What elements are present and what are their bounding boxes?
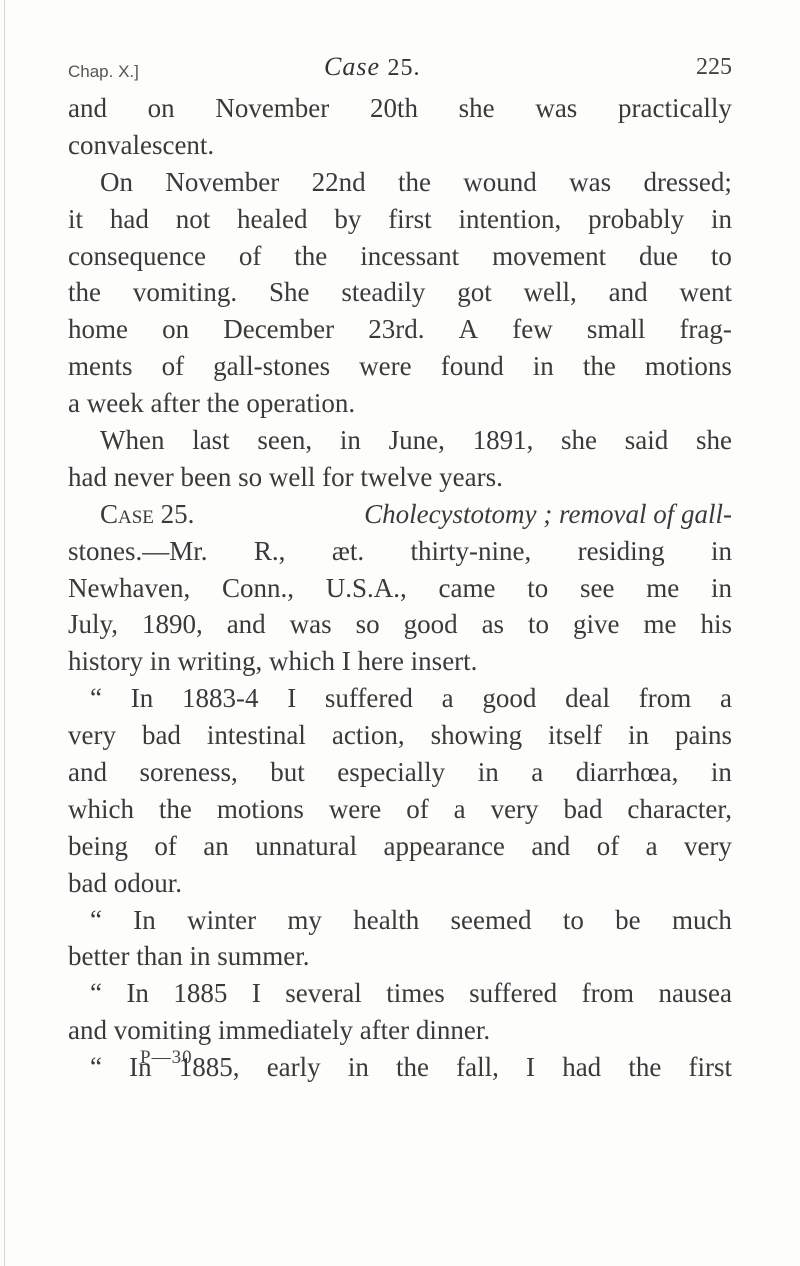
text-line-20: which the motions were of a very bad character, [68,793,732,824]
chapter-reference: Chap. X.] [68,62,139,81]
text-line-17: “ In 1883-4 I suffered a good deal from a [90,683,732,714]
text-line-3: On November 22nd the wound was dressed; [100,166,732,197]
text-line-26: and vomiting immediately after dinner. [68,1015,491,1046]
text-line-8: ments of gall-stones were found in the motions [68,351,732,382]
body-text [68,90,732,1086]
text-line-5: consequence of the incessant movement due to [68,240,732,271]
case-label: Case 25. [100,498,195,529]
text-line-9: a week after the operation. [68,388,356,419]
text-line-18: very bad intestinal action, showing itself in pains [68,720,732,751]
text-line-21: being of an unnatural appearance and of a very [68,830,732,861]
text-line-19: and soreness, but especially in a diarrhœa, in [68,757,732,788]
case-header-word: Case [324,52,380,81]
signature-mark: P—30 [140,1047,193,1068]
text-line-7: home on December 23rd. A few small frag- [68,314,732,345]
text-line-16: history in writing, which I here insert. [68,646,478,677]
text-line-15: July, 1890, and was so good as to give me his [68,609,732,640]
text-line-25: “ In 1885 I several times suffered from nausea [90,978,732,1009]
case-title: Cholecystotomy ; removal of gall- [364,498,732,529]
text-line-23: “ In winter my health seemed to be much [90,904,732,935]
page-edge [4,0,5,1266]
page-number: 225 [696,54,732,80]
text-line-27: “ In 1885, early in the fall, I had the first [90,1052,732,1083]
text-line-11: had never been so well for twelve years. [68,461,503,492]
running-head [68,52,732,88]
text-line-13: stones.—Mr. R., æt. thirty-nine, residing in [68,535,732,566]
case-heading-line [68,496,732,533]
text-line-10: When last seen, in June, 1891, she said she [100,425,732,456]
text-line-6: the vomiting. She steadily got well, and went [68,277,732,308]
text-line-4: it had not healed by first intention, probably in [68,203,732,234]
text-line-14: Newhaven, Conn., U.S.A., came to see me in [68,572,732,603]
text-line-2: convalescent. [68,129,215,160]
text-line-22: bad odour. [68,867,182,898]
case-header [324,52,421,82]
case-header-number: 25. [387,55,421,81]
text-line-24: better than in summer. [68,941,310,972]
text-line-1: and on November 20th she was practically [68,93,732,123]
